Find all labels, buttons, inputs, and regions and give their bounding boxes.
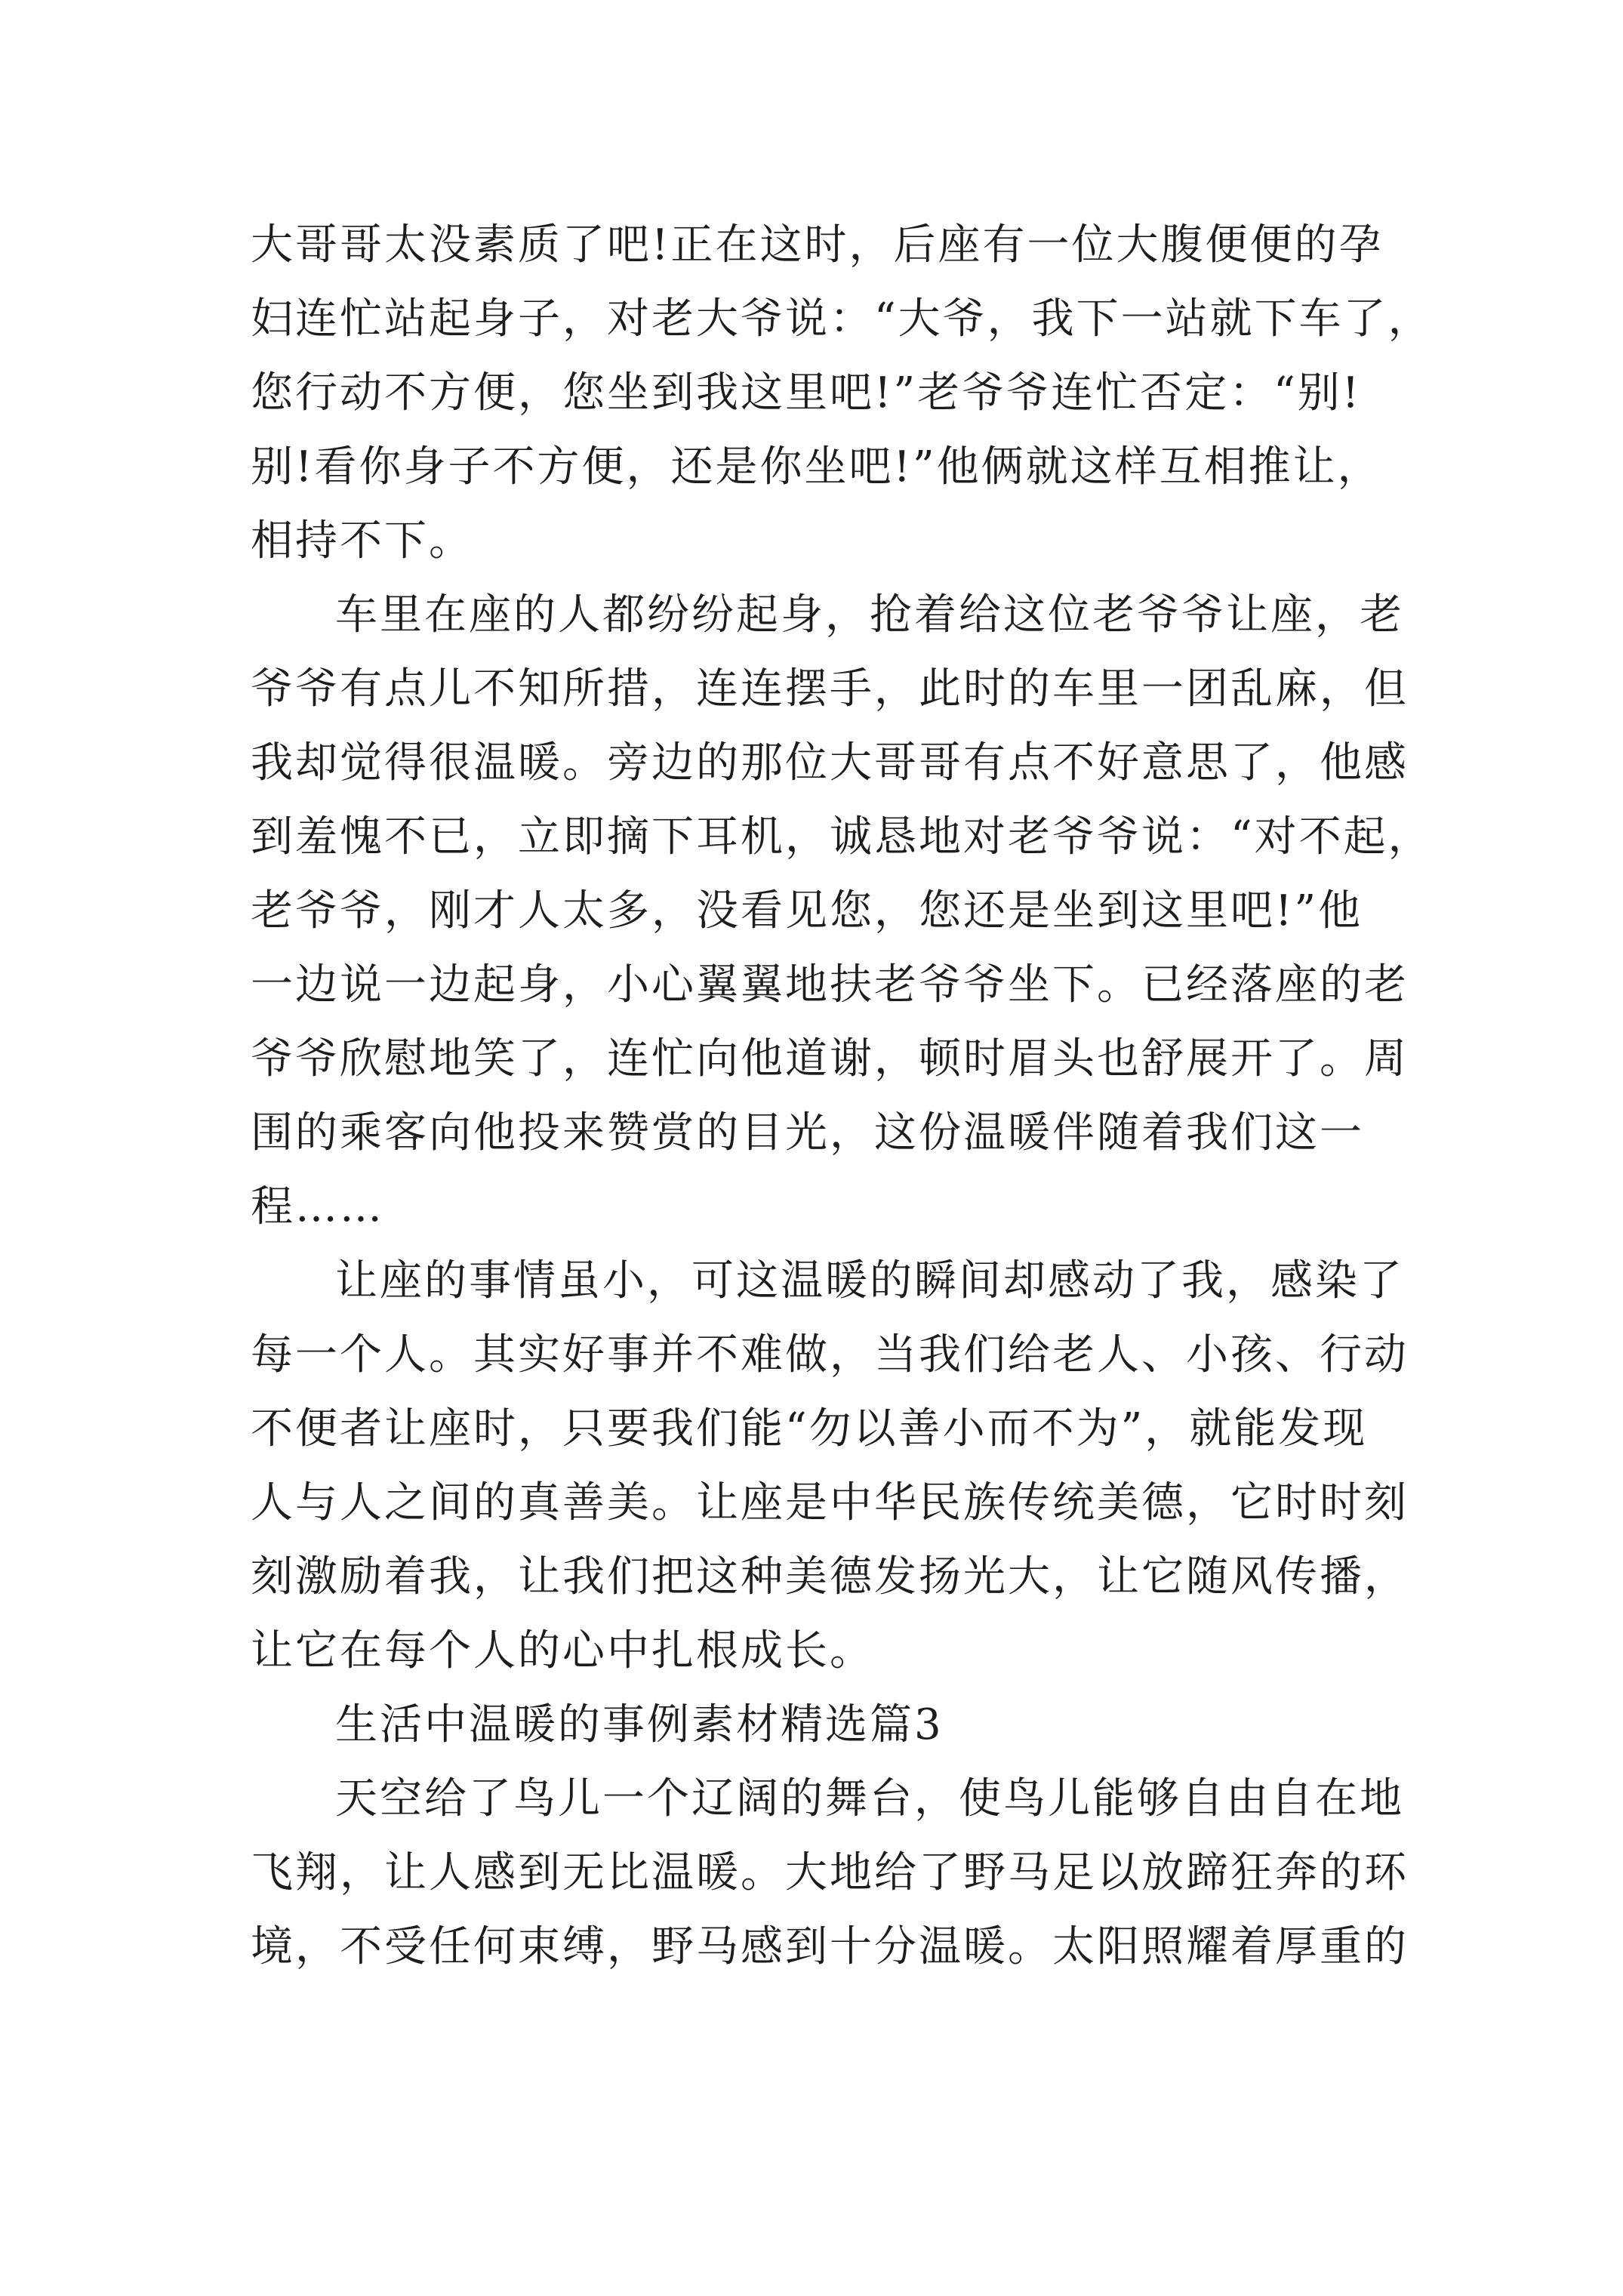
paragraph-3-line-2: 每一个人。其实好事并不难做，当我们给老人、小孩、行动 <box>251 1330 1409 1379</box>
paragraph-4-line-2: 飞翔，让人感到无比温暖。大地给了野马足以放蹄狂奔的环 <box>251 1848 1409 1897</box>
paragraph-2-line-2: 爷爷有点儿不知所措，连连摆手，此时的车里一团乱麻，但 <box>251 664 1409 713</box>
paragraph-3-line-5: 刻激励着我，让我们把这种美德发扬光大，让它随风传播， <box>251 1552 1409 1601</box>
paragraph-3-line-6: 让它在每个人的心中扎根成长。 <box>251 1626 874 1675</box>
paragraph-3-line-4: 人与人之间的真善美。让座是中华民族传统美德，它时时刻 <box>251 1478 1409 1527</box>
paragraph-1-line-5: 相持不下。 <box>251 516 473 566</box>
paragraph-4-line-1: 天空给了鸟儿一个辽阔的舞台，使鸟儿能够自由自在地 <box>335 1774 1404 1823</box>
paragraph-3-line-3: 不便者让座时，只要我们能“勿以善小而不为”，就能发现 <box>251 1404 1368 1453</box>
paragraph-1-line-4: 别!看你身子不方便，还是你坐吧!”他俩就这样互相推让， <box>251 442 1382 492</box>
paragraph-1-line-3: 您行动不方便，您坐到我这里吧!”老爷爷连忙否定：“别! <box>251 368 1362 418</box>
paragraph-2-line-1: 车里在座的人都纷纷起身，抢着给这位老爷爷让座，老 <box>335 590 1404 639</box>
paragraph-2-line-6: 一边说一边起身，小心翼翼地扶老爷爷坐下。已经落座的老 <box>251 960 1409 1009</box>
paragraph-4-line-3: 境，不受任何束缚，野马感到十分温暖。太阳照耀着厚重的 <box>251 1922 1409 1971</box>
paragraph-1-line-2: 妇连忙站起身子，对老大爷说：“大爷，我下一站就下车了， <box>251 294 1433 344</box>
paragraph-2-line-9: 程…… <box>251 1182 384 1231</box>
paragraph-2-line-7: 爷爷欣慰地笑了，连忙向他道谢，顿时眉头也舒展开了。周 <box>251 1034 1409 1083</box>
paragraph-2-line-4: 到羞愧不已，立即摘下耳机，诚恳地对老爷爷说：“对不起， <box>251 812 1433 861</box>
paragraph-1-line-1: 大哥哥太没素质了吧!正在这时，后座有一位大腹便便的孕 <box>251 220 1384 270</box>
paragraph-2-line-3: 我却觉得很温暖。旁边的那位大哥哥有点不好意思了，他感 <box>251 738 1409 787</box>
paragraph-2-line-5: 老爷爷，刚才人太多，没看见您，您还是坐到这里吧!”他 <box>251 886 1363 935</box>
paragraph-3-line-1: 让座的事情虽小，可这温暖的瞬间却感动了我，感染了 <box>335 1256 1404 1305</box>
paragraph-2-line-8: 围的乘客向他投来赞赏的目光，这份温暖伴随着我们这一 <box>251 1108 1364 1157</box>
section-heading: 生活中温暖的事例素材精选篇3 <box>335 1700 944 1749</box>
